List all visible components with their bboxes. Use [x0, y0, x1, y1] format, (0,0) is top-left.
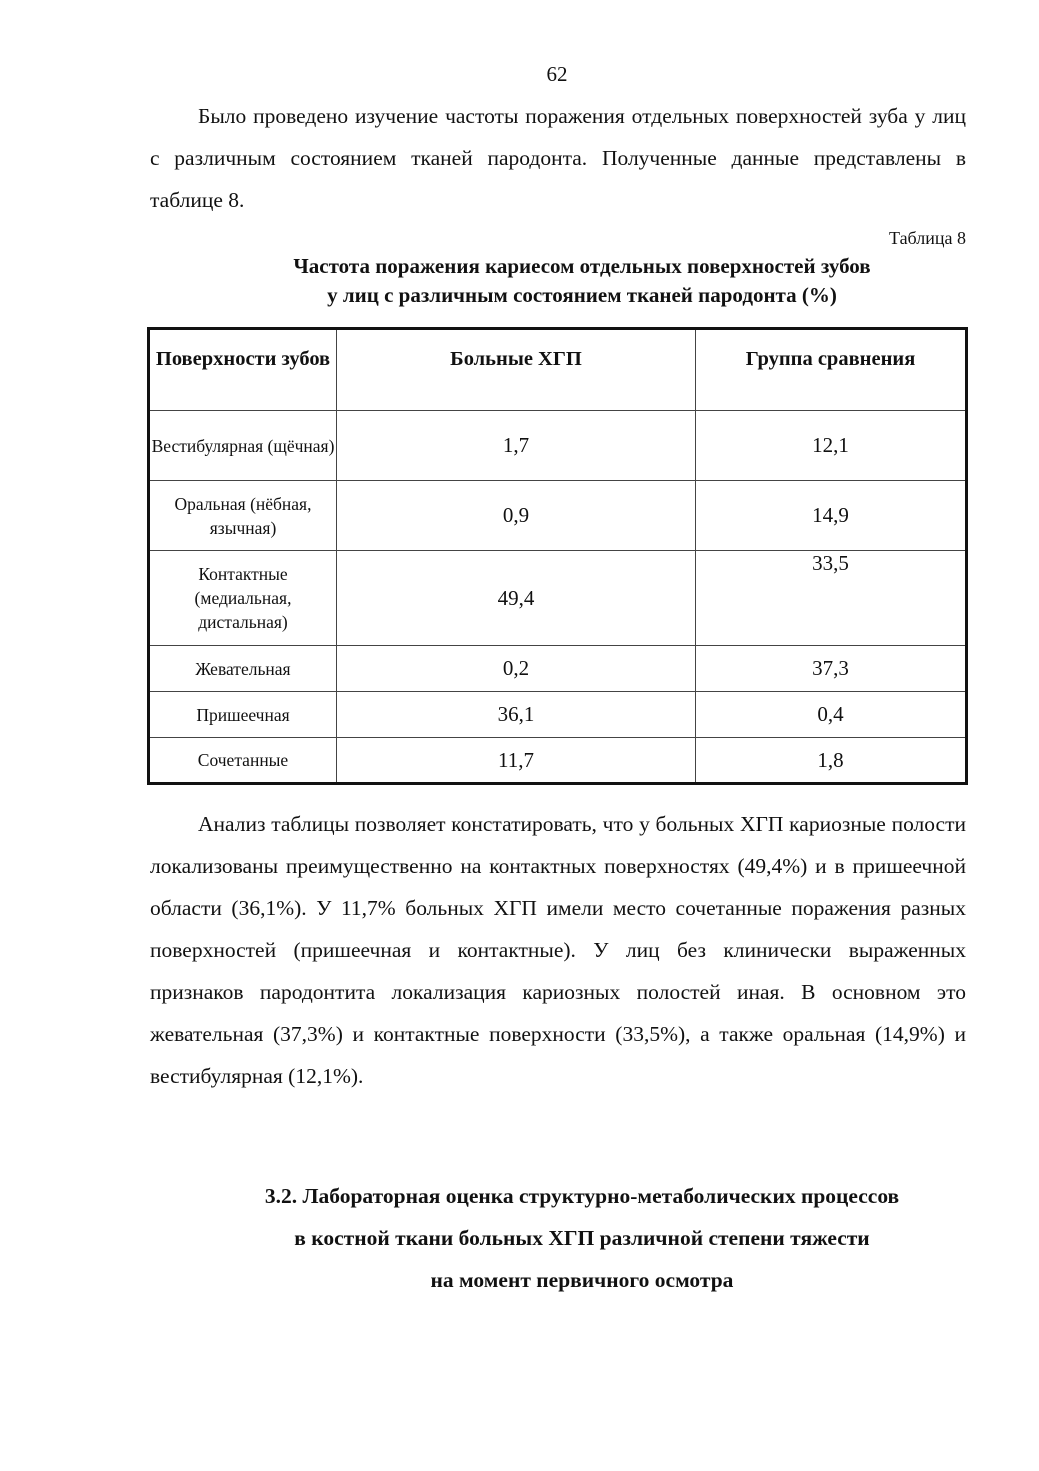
table-row [149, 738, 967, 784]
surface-cell: Оральная (нёбная, язычная) [149, 481, 337, 551]
table-header-row [149, 329, 967, 411]
header-patients: Больные ХГП [337, 329, 696, 411]
table-title [150, 252, 1014, 310]
comparison-value: 0,4 [696, 692, 967, 738]
table-title-line: у лиц с различным состоянием тканей пародонта (%) [327, 283, 837, 307]
comparison-value: 1,8 [696, 738, 967, 784]
caries-frequency-table [147, 327, 968, 785]
surface-cell: Жевательная [149, 646, 337, 692]
surface-cell: Контактные (медиальная, дистальная) [149, 551, 337, 646]
patients-value: 11,7 [337, 738, 696, 784]
analysis-paragraph: Анализ таблицы позволяет констатировать, что у больных ХГП кариозные полости локализованы преимущественно на контактных поверхностях (49,4%) и в пришеечной области (36,1%). У 11,7% больных ХГП имели место сочетанные поражения разных поверхностей (пришеечная и контактные). У лиц без клинически выраженных признаков пародонтита локализация кариозных полостей иная. В основном это жевательная (37,3%) и контактные поверхности (33,5%), а также оральная (14,9%) и вестибулярная (12,1%). [150, 812, 966, 1088]
table-row [149, 551, 967, 646]
surface-cell: Вестибулярная (щёчная) [149, 411, 337, 481]
table-row [149, 481, 967, 551]
surface-cell: Сочетанные [149, 738, 337, 784]
table-row [149, 692, 967, 738]
comparison-value: 14,9 [696, 481, 967, 551]
patients-value: 0,2 [337, 646, 696, 692]
comparison-value: 12,1 [696, 411, 967, 481]
table-caption: Таблица 8 [889, 228, 966, 248]
surface-cell: Пришеечная [149, 692, 337, 738]
table-row [149, 411, 967, 481]
header-surfaces: Поверхности зубов [149, 329, 337, 411]
comparison-value: 33,5 [696, 551, 967, 646]
page-number: 62 [546, 62, 568, 86]
section-heading [150, 1175, 1014, 1301]
table-row [149, 646, 967, 692]
patients-value: 36,1 [337, 692, 696, 738]
comparison-value: 37,3 [696, 646, 967, 692]
intro-paragraph: Было проведено изучение частоты поражения отдельных поверхностей зуба у лиц с различным состоянием тканей пародонта. Полученные данные представлены в таблице 8. [150, 104, 966, 212]
patients-value: 1,7 [337, 411, 696, 481]
header-comparison: Группа сравнения [696, 329, 967, 411]
section-heading-line: 3.2. Лабораторная оценка структурно-метаболических процессов [264, 1184, 900, 1208]
patients-value: 0,9 [337, 481, 696, 551]
section-heading-line: на момент первичного осмотра [430, 1268, 734, 1292]
section-heading-line: в костной ткани больных ХГП различной степени тяжести [294, 1226, 870, 1250]
table-title-line: Частота поражения кариесом отдельных поверхностей зубов [293, 254, 871, 278]
patients-value: 49,4 [337, 551, 696, 646]
